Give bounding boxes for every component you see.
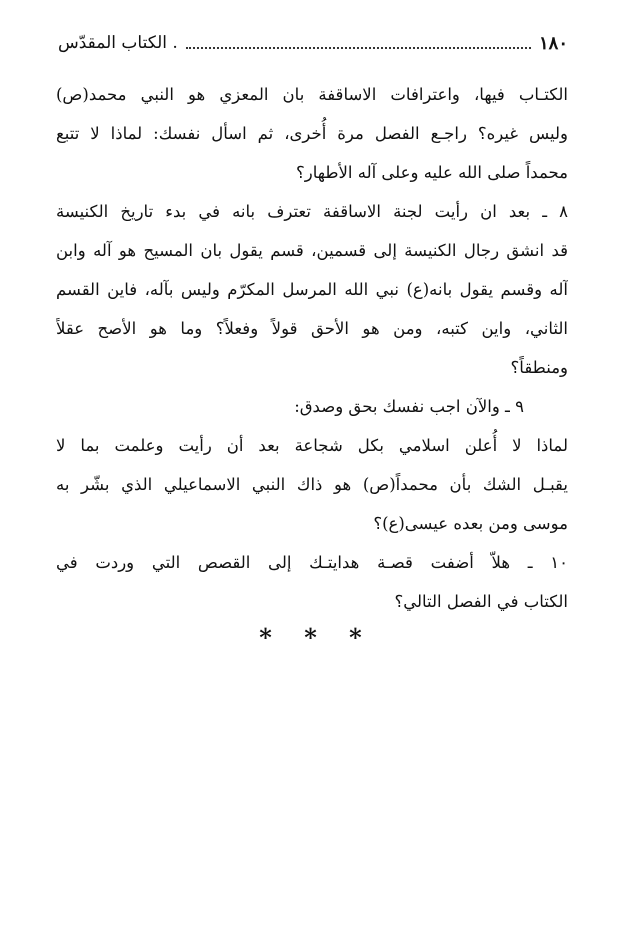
running-title: . الكتاب المقدّس: [58, 33, 178, 53]
page-number: ١٨٠: [538, 32, 568, 54]
page-body: [56, 75, 568, 621]
text-line: موسى ومن بعده عيسى(ع)؟: [373, 514, 568, 533]
page-header: [58, 30, 568, 56]
text-line: محمداً صلى الله عليه وعلى آله الأطهار؟: [296, 163, 568, 182]
text-line: وليس غيره؟ راجـع الفصل مرة أُخرى، ثم اسأل نفسك: لماذا لا تتبع: [56, 124, 568, 143]
text-line: ٨ ـ بعد ان رأيت لجنة الاساقفة تعترف بانه في بدء تاريخ الكنيسة: [56, 202, 568, 221]
star-icon: *: [259, 623, 272, 652]
text-line: ومنطقاً؟: [510, 358, 568, 377]
text-line: يقبـل الشك بأن محمداً(ص) هو ذاك النبي الاسماعيلي الذي بشّر به: [56, 475, 568, 494]
text-line: الكتاب في الفصل التالي؟: [394, 592, 568, 611]
star-icon: *: [304, 623, 317, 652]
text-line: ١٠ ـ هلاّ أضفت قصـة هدايتـك إلى القصص التي وردت في: [56, 553, 568, 572]
star-icon: *: [349, 623, 362, 652]
section-end-ornament: [0, 623, 621, 652]
text-line: الثاني، واين كتبه، ومن هو الأحق قولاً وفعلاً؟ وما هو الأصح عقلاً: [56, 319, 568, 338]
text-line: لماذا لا أُعلن اسلامي بكل شجاعة بعد أن رأيت وعلمت بما لا: [56, 436, 568, 455]
text-line: الكتـاب فيها، واعترافات الاساقفة بان المعزي هو النبي محمد(ص): [56, 85, 568, 104]
text-line: آله وقسم يقول بانه(ع) نبي الله المرسل المكرّم وليس بآله، فاين القسم: [56, 280, 568, 299]
text-line: قد انشق رجال الكنيسة إلى قسمين، قسم يقول بان المسيح هو آله وابن: [56, 241, 568, 260]
header-dotted-leader: [186, 47, 531, 49]
text-line: ٩ ـ والآن اجب نفسك بحق وصدق:: [294, 397, 524, 416]
